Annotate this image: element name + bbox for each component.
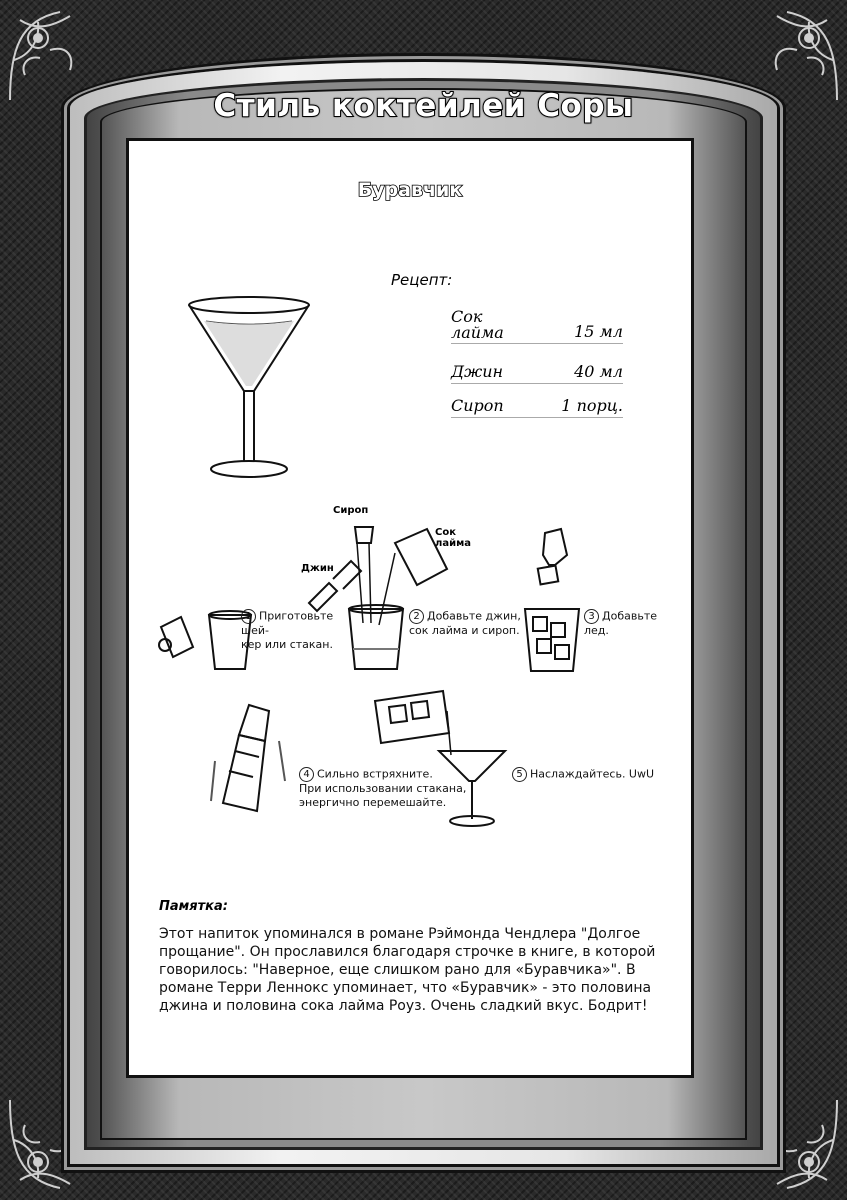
recipe-title: Буравчик bbox=[357, 179, 463, 201]
ingredient-row bbox=[451, 397, 623, 418]
recipe-label: Рецепт: bbox=[391, 271, 453, 289]
ingredient-name: Сироп bbox=[451, 396, 504, 415]
ingredient-name: Сок лайма bbox=[451, 307, 504, 342]
gin-label: Джин bbox=[301, 563, 334, 574]
ingredient-amount: 1 порц. bbox=[561, 396, 623, 415]
page-title: Стиль коктейлей Соры bbox=[213, 88, 634, 124]
step-text: Наслаждайтесь. UwU bbox=[530, 767, 655, 781]
step-text: Добавьте лед. bbox=[584, 609, 657, 637]
lime-juice-label: Сок лайма bbox=[435, 527, 472, 549]
ingredient-amount: 15 мл bbox=[574, 322, 623, 341]
ingredient-amount: 40 мл bbox=[574, 362, 623, 381]
step-text: Приготовьте шей- кер или стакан. bbox=[241, 609, 334, 651]
note-heading: Памятка: bbox=[159, 899, 228, 914]
step-number: 3 bbox=[584, 609, 599, 624]
shaking-shaker-icon bbox=[209, 701, 289, 821]
ice-glass-icon bbox=[521, 525, 587, 675]
step-number: 4 bbox=[299, 767, 314, 782]
syrup-label: Сироп bbox=[333, 505, 369, 516]
ingredient-name: Джин bbox=[451, 362, 504, 381]
shaker-and-glass-icon bbox=[151, 607, 251, 677]
cocktail-glass-illustration bbox=[184, 291, 314, 491]
step-caption bbox=[409, 609, 524, 638]
step-caption bbox=[584, 609, 684, 638]
serving-glass-icon bbox=[369, 671, 509, 831]
step-number: 1 bbox=[241, 609, 256, 624]
ingredient-row bbox=[451, 309, 623, 344]
step-caption bbox=[512, 767, 682, 782]
step-text: Сильно встряхните. При использовании стакана, энергично перемешайте. bbox=[299, 767, 467, 809]
ingredient-row bbox=[451, 363, 623, 384]
step-number: 2 bbox=[409, 609, 424, 624]
recipe-card bbox=[126, 138, 694, 1078]
step-text: Добавьте джин, сок лайма и сироп. bbox=[409, 609, 521, 637]
step-number: 5 bbox=[512, 767, 527, 782]
note-text: Этот напиток упоминался в романе Рэймонда Чендлера "Долгое прощание". Он прославился благодаря строчке в книге, в которой говорилось: "Наверное, еще слишком рано для «Буравчика»". В романе Терри Леннокс упоминает, что «Буравчик» - это половина джина и половина сока лайма Роуз. Очень сладкий вкус. Бодрит! bbox=[159, 926, 656, 1014]
